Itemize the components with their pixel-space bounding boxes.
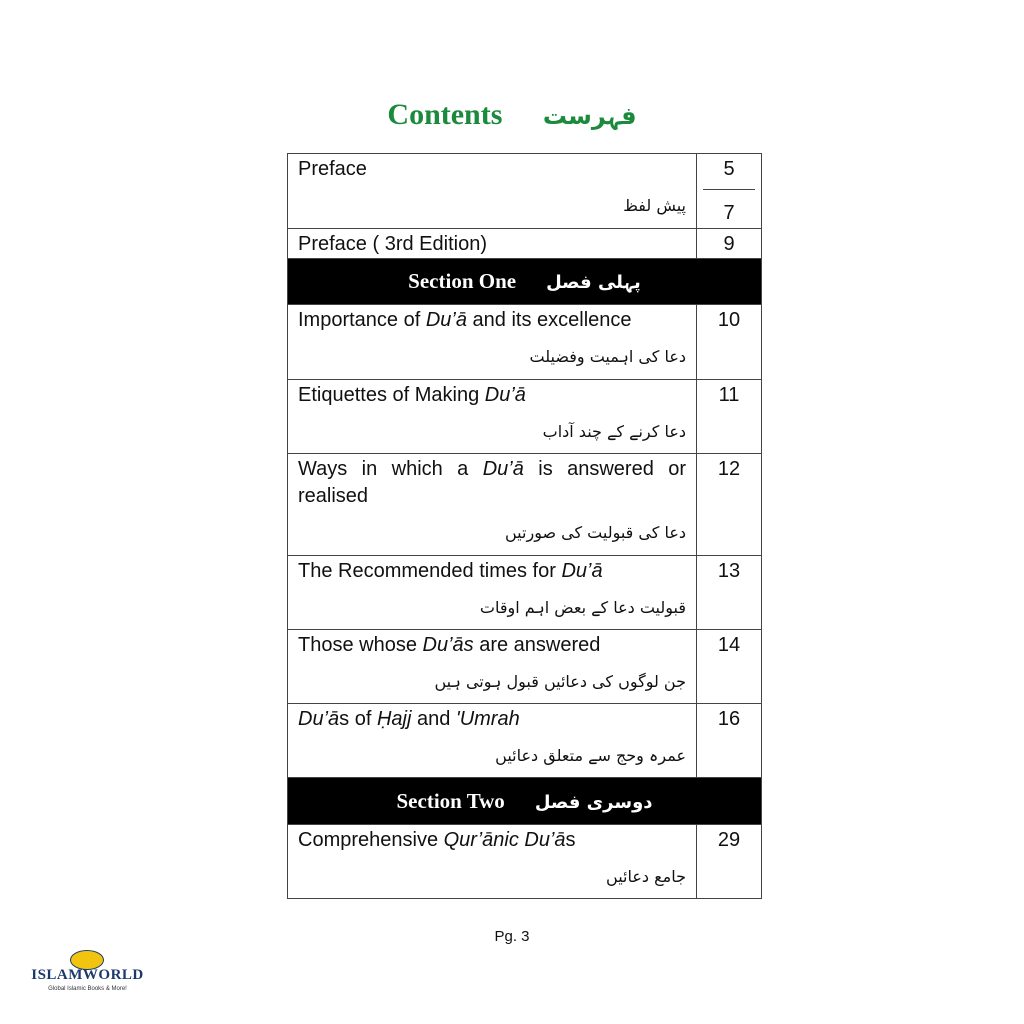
title-segment: Etiquettes of Making [298,384,485,406]
page-number-cell [697,380,762,454]
title-segment: Du’ā [425,309,467,331]
title-segment: s of [339,708,377,730]
entry-page-number: 14 [717,634,741,656]
title-segment: Preface ( 3rd Edition) [298,233,487,255]
entry-page-number: 9 [723,233,735,255]
toc-entry [288,630,762,704]
title-segment: Du’ā [561,560,603,582]
entry-title-cell [288,630,697,704]
toc-entry [288,454,762,556]
page-number-cell [697,630,762,704]
entry-title-cell [288,380,697,454]
islamworld-logo [30,950,145,995]
entry-title-cell [288,305,697,380]
section-title-urdu: پہلی فصل [546,272,641,293]
page-number-cell [697,704,762,778]
title-segment: and [411,708,456,730]
entry-title-urdu: قبولیت دعا کے بعض اہم اوقات [479,598,686,617]
logo-tagline: Global Islamic Books & More! [48,986,127,992]
section-title-english: Section One [408,269,517,293]
entry-title-urdu: دعا کی قبولیت کی صورتیں [505,523,686,542]
toc-entry [288,380,762,454]
entry-title-english [298,558,686,585]
section-cell [288,259,762,305]
contents-table [287,153,762,899]
page-number-cell [697,454,762,556]
toc-entry [288,825,762,899]
title-segment: The Recommended times for [298,560,562,582]
entry-title-cell [288,556,697,630]
entry-title-english [298,706,686,733]
title-segment: Preface [298,158,367,180]
title-segment: Qur’ānic Du’ā [443,829,566,851]
entry-title-cell [288,454,697,556]
section-title-urdu: دوسری فصل [534,791,653,813]
entry-title-urdu: عمرہ وحج سے متعلق دعائیں [495,746,686,765]
title-segment: are answered [473,634,601,656]
title-segment: Importance of [298,309,426,331]
contents-heading [0,98,1024,132]
entry-title-urdu: دعا کرنے کے چند آداب [542,422,686,441]
entry-title-cell [288,704,697,778]
toc-entry [288,556,762,630]
toc-entry [288,305,762,380]
page-number-cell [697,305,762,380]
heading-urdu: فہرست [542,102,637,130]
title-segment: Du’ās [422,634,474,656]
entry-title-english [298,456,686,510]
entry-title-cell [288,229,697,259]
entry-title-english [298,307,686,334]
entry-title-english [298,231,686,258]
title-segment: Those whose [298,634,423,656]
entry-title-cell [288,154,697,229]
entry-page-number: 7 [723,202,735,224]
title-segment: 'Umrah [455,708,520,730]
entry-title-urdu: پیش لفظ [623,196,686,215]
section-header [288,259,762,305]
entry-page-number: 11 [718,384,740,406]
toc-entry [288,229,762,259]
title-segment: Ways in which a [298,458,483,480]
page-number-cell [697,556,762,630]
entry-title-english [298,382,686,409]
heading-english: Contents [387,98,503,131]
title-segment: Du’ā [298,708,340,730]
logo-name: ISLAMWORLD [31,967,144,983]
page-number-cell [697,825,762,899]
page-number-cell [697,154,762,229]
entry-title-cell [288,825,697,899]
entry-title-urdu: دعا کی اہمیت وفضیلت [529,347,686,366]
title-segment: Comprehensive [298,829,444,851]
entry-page-number: 29 [717,829,741,851]
entry-page-number: 12 [717,458,741,480]
title-segment: and its excellence [466,309,632,331]
entry-title-english [298,827,686,854]
page-number: Pg. 3 [494,928,530,945]
entry-page-number: 13 [717,560,741,582]
entry-page-number: 5 [703,156,755,190]
entry-page-number: 10 [717,309,741,331]
toc-entry [288,704,762,778]
entry-title-english [298,632,686,659]
toc-entry [288,154,762,229]
section-cell [288,778,762,825]
entry-title-urdu: جامع دعائیں [606,867,686,886]
title-segment: Du’ā [484,384,526,406]
entry-title-urdu: جن لوگوں کی دعائیں قبول ہوتی ہیں [434,672,686,691]
title-segment: s [565,829,576,851]
section-title-english: Section Two [396,788,505,813]
section-header [288,778,762,825]
entry-title-english [298,156,686,183]
entry-page-number: 16 [717,708,741,730]
title-segment: is answered or realised [298,458,686,507]
title-segment: Du’ā [482,458,524,480]
title-segment: Ḥajj [376,708,412,730]
page-number-cell [697,229,762,259]
